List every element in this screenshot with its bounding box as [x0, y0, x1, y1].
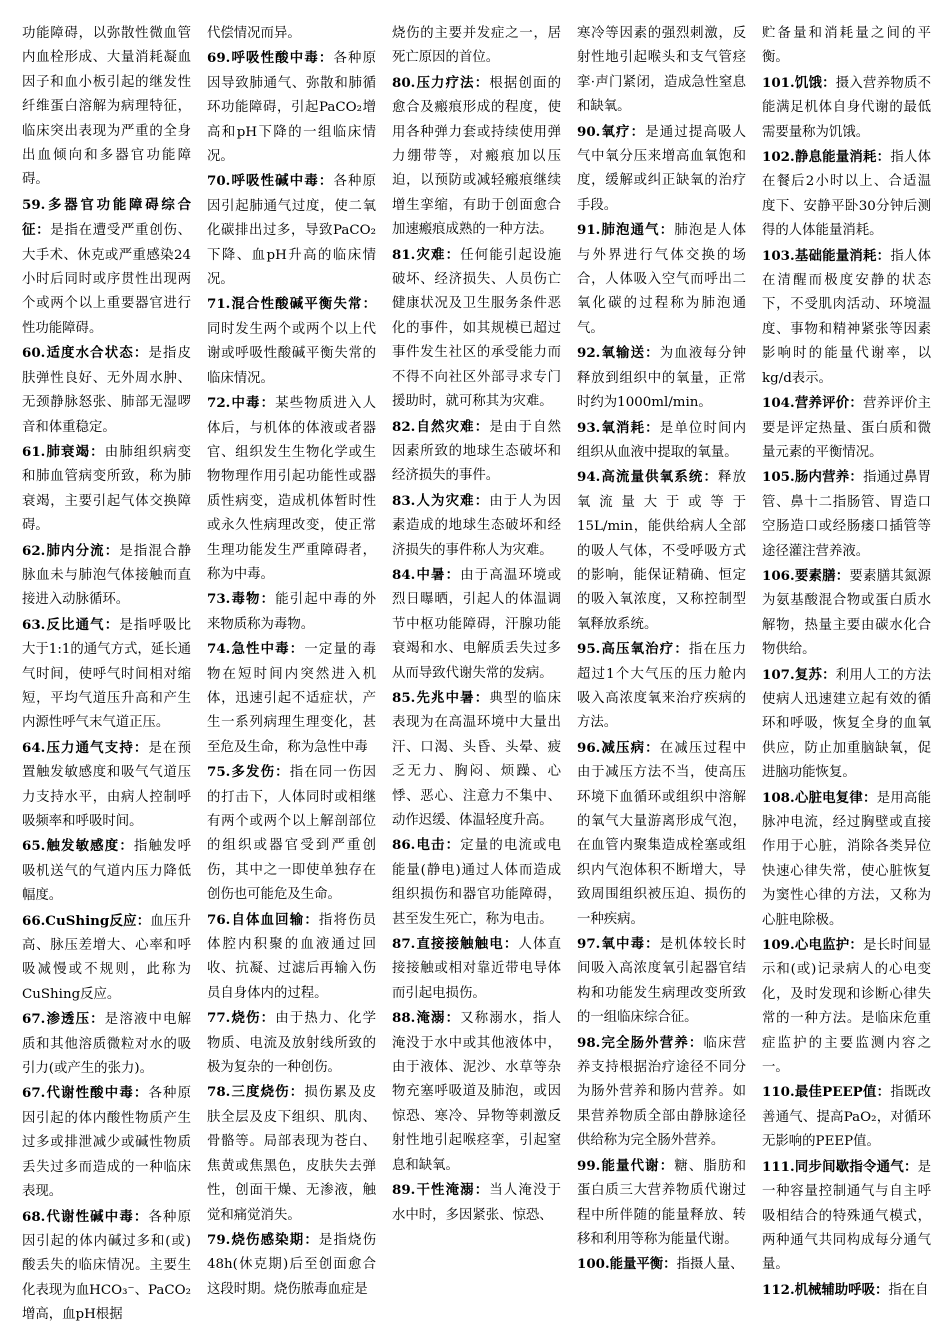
- definition-term: 100.能量平衡：: [577, 1256, 677, 1273]
- definition-entry: [762, 786, 931, 933]
- definition-term: 95.高压氧治疗：: [577, 641, 689, 658]
- definition-term: 109.心电监护：: [762, 937, 864, 954]
- definition-text: 代偿情况而异。: [207, 26, 301, 41]
- definition-text: 指人体在清醒而极度安静的状态下，不受肌肉活动、环境温度、事物和精神紧张等因素影响时的能量代谢率，以kg/d表示。: [762, 248, 931, 386]
- definition-term: 110.最佳PEEP值：: [762, 1084, 891, 1101]
- definition-term: 105.肠内营养：: [762, 469, 864, 486]
- definition-term: 97.氧中毒：: [577, 936, 660, 953]
- definition-term: 99.能量代谢：: [577, 1157, 675, 1174]
- definition-term: 63.反比通气：: [22, 616, 120, 633]
- definition-term: 104.营养评价：: [762, 395, 864, 412]
- definition-text: 指通过鼻胃管、鼻十二指肠管、胃造口空肠造口或经肠瘘口插管等途径灌注营养液。: [762, 470, 931, 559]
- definition-text: 人体直接接触或相对靠近带电导体而引起电损伤。: [392, 937, 561, 1001]
- definition-entry: [207, 587, 376, 637]
- definition-term: 64.压力通气支持：: [22, 739, 149, 756]
- definition-entry: [392, 833, 561, 932]
- definition-term: 80.压力疗法：: [392, 74, 490, 91]
- definition-entry: [577, 736, 746, 932]
- definition-entry: [762, 933, 931, 1080]
- definition-text: 又称溺水，指人淹没于水中或其他液体中，由于液体、泥沙、水草等杂物充塞呼吸道及肺泡，或因惊恐、寒冷、异物等刺激反射性地引起喉痉挛，引起窒息和缺氧。: [392, 1011, 561, 1173]
- definition-entry: [392, 489, 561, 563]
- definition-text: 指触发呼吸机送气的气道内压力降低幅度。: [22, 839, 191, 904]
- definition-text: 利用人工的方法使病人迅速建立起有效的循环和呼吸，恢复全身的血氧供应，防止加重脑缺氧，促进脑功能恢复。: [762, 667, 931, 781]
- definition-text: 由于高温环境或烈日曝晒，引起人的体温调节中枢功能障碍，汗腺功能衰竭和水、电解质丢失过多从而导致代谢失常的发病。: [392, 567, 561, 681]
- definition-text: 肺泡是人体与外界进行气体交换的场合，人体吸入空气而呼出二氧化碳的过程称为肺泡通气。: [577, 223, 746, 336]
- definition-text: 摄入营养物质不能满足机体自身代谢的最低需要量称为饥饿。: [762, 75, 931, 140]
- definition-term: 83.人为灾难：: [392, 492, 490, 509]
- definition-text: 各种原因导致肺通气、弥散和肺循环功能障碍，引起PaCO₂增高和pH下降的一组临床情况。: [207, 51, 376, 165]
- definition-entry: [22, 1205, 191, 1328]
- definition-text: 指人体在餐后2小时以上、合适温度下、安静平卧30分钟后测得的人体能量消耗。: [762, 150, 931, 239]
- definition-text: 是溶液中电解质和其他溶质微粒对水的吸引力(或产生的张力)。: [22, 1012, 191, 1077]
- definition-entry: [577, 1031, 746, 1154]
- definition-text: 当人淹没于水中时，多因紧张、惊恐、: [392, 1183, 561, 1223]
- definition-text: 指既改善通气、提高PaO₂，对循环无影响的PEEP值。: [762, 1085, 931, 1150]
- definition-text: 是单位时间内组织从血液中提取的氧量。: [577, 420, 746, 460]
- definition-entry: [207, 1080, 376, 1227]
- definition-entry: [577, 218, 746, 341]
- definition-term: 82.自然灾难：: [392, 418, 490, 435]
- definition-entry: [762, 663, 931, 786]
- definition-entry: [207, 760, 376, 907]
- definition-term: 84.中暑：: [392, 566, 461, 583]
- definition-term: 68.代谢性碱中毒：: [22, 1208, 149, 1225]
- definition-term: 112.机械辅助呼吸：: [762, 1281, 889, 1298]
- definition-text: 寒冷等因素的强烈刺激，反射性地引起喉头和支气管痉挛·声门紧闭，造成急性窒息和缺氧。: [577, 26, 746, 115]
- definition-entry: [392, 686, 561, 833]
- definition-term: 96.减压病：: [577, 739, 660, 756]
- definition-text: 某些物质进入人体后，与机体的体液或者器官、组织发生生物化学或生物物理作用引起功能性或器质性病变，造成机体暂时性或永久性病理改变，使正常生理功能发生严重障碍者，称为中毒。: [207, 396, 376, 582]
- definition-text: 是长时间显示和(或)记录病人的心电变化，及时发现和诊断心律失常的一种方法。是临床危重症监护的主要监测内容之一。: [762, 938, 931, 1076]
- definition-term: 69.呼吸性酸中毒：: [207, 50, 334, 67]
- definition-term: 106.要素膳：: [762, 567, 850, 584]
- definition-text: 损伤累及皮肤全层及皮下组织、肌肉、骨骼等。局部表现为苍白、焦黄或焦黑色，皮肤失去弹性，创面干燥、无渗液，触觉和痛觉消失。: [207, 1085, 376, 1223]
- definition-term: 93.氧消耗：: [577, 419, 660, 436]
- definition-entry: [207, 908, 376, 1007]
- definition-term: 79.烧伤感染期：: [207, 1231, 319, 1248]
- definition-term: 61.肺衰竭：: [22, 443, 105, 460]
- definition-text: 同时发生两个或两个以上代谢或呼吸性酸碱平衡失常的临床情况。: [207, 321, 376, 386]
- definition-entry: [762, 244, 931, 391]
- definition-entry: [762, 1278, 931, 1303]
- definition-entry: [207, 46, 376, 169]
- definition-entry: [22, 1007, 191, 1081]
- definition-entry: [577, 120, 746, 219]
- text-column-5: [762, 22, 931, 1342]
- definition-text: 指在压力超过1个大气压的压力舱内吸入高浓度氧来治疗疾病的方法。: [577, 642, 746, 731]
- definition-entry: [207, 637, 376, 760]
- definition-term: 60.适度水合状态：: [22, 345, 149, 362]
- definition-entry: [392, 1006, 561, 1178]
- definition-term: 70.呼吸性碱中毒：: [207, 173, 334, 190]
- definition-entry: [762, 145, 931, 244]
- definition-text: 烧伤的主要并发症之一，居死亡原因的首位。: [392, 26, 561, 66]
- definition-term: 66.CuShing反应：: [22, 912, 151, 929]
- definition-term: 59.多器官功能障碍综合征：: [22, 196, 191, 239]
- definition-entry: [762, 1080, 931, 1154]
- definition-text: 指将伤员体腔内积聚的血液通过回收、抗凝、过滤后再输入伤员自身体内的过程。: [207, 912, 376, 1001]
- definition-term: 107.复苏：: [762, 666, 836, 683]
- definition-text: 是在预置触发敏感度和吸气气道压力支持水平，由病人控制呼吸频率和呼吸时间。: [22, 740, 191, 829]
- definition-entry: [577, 932, 746, 1031]
- definition-term: 74.急性中毒：: [207, 641, 305, 658]
- definition-term: 87.直接接触触电：: [392, 936, 519, 953]
- definition-entry: [392, 932, 561, 1006]
- definition-text: 指在同一伤因的打击下，人体同时或相继有两个或两个以上解剖部位的组织或器官受到严重创伤，其中之一即使单独存在创伤也可能危及生命。: [207, 765, 376, 903]
- definition-text: 各种原因引起的体内酸性物质产生过多或排泄减少或碱性物质丢失过多而造成的一种临床表现。: [22, 1086, 191, 1200]
- definition-term: 75.多发伤：: [207, 764, 290, 781]
- definition-entry: [392, 22, 561, 71]
- definition-text: 是机体较长时间吸入高浓度氧引起器官结构和功能发生病理改变所致的一组临床综合征。: [577, 937, 746, 1026]
- definition-text: 由于人为因素造成的地球生态破坏和经济损失的事件称人为灾难。: [392, 493, 561, 558]
- definition-term: 111.同步间歇指令通气：: [762, 1158, 918, 1175]
- definition-entry: [762, 564, 931, 663]
- definition-term: 67.渗透压：: [22, 1011, 105, 1028]
- definition-text: 任何能引起设施破坏、经济损失、人员伤亡健康状况及卫生服务条件恶化的事件，如其规模已超过事件发生社区的承受能力而不得不向社区外部寻求专门援助时，就可称其为灾难。: [392, 247, 561, 410]
- definition-entry: [392, 71, 561, 243]
- definition-entry: [762, 71, 931, 145]
- text-column-2: [207, 22, 376, 1342]
- text-column-3: [392, 22, 561, 1342]
- definition-term: 78.三度烧伤：: [207, 1084, 305, 1101]
- definition-term: 86.电击：: [392, 837, 461, 854]
- definition-text: 是通过提高吸人气中氧分压来增高血氧饱和度，缓解或纠正缺氧的治疗手段。: [577, 124, 746, 213]
- definition-term: 101.饥饿：: [762, 74, 836, 91]
- definition-entry: [762, 391, 931, 465]
- definition-term: 65.触发敏感度：: [22, 838, 134, 855]
- definition-text: 由于热力、化学物质、电流及放射线所致的极为复杂的一种创伤。: [207, 1011, 376, 1076]
- definition-text: 是指呼吸比大于1:1的通气方式，延长通气时间，使呼气时间相对缩短，平均气道压升高和产生内源性呼气末气道正压。: [22, 617, 191, 731]
- definition-text: 营养评价主要是评定热量、蛋白质和微量元素的平衡情况。: [762, 396, 931, 460]
- definition-text: 指在自: [888, 1282, 929, 1298]
- definition-term: 62.肺内分流：: [22, 542, 120, 559]
- definition-entry: [207, 1006, 376, 1080]
- definition-term: 91.肺泡通气：: [577, 222, 675, 239]
- definition-text: 要素膳其氮源为氨基酸混合物或蛋白质水解物，热量主要由碳水化合物供给。: [762, 568, 931, 658]
- definition-term: 71.混合性酸碱平衡失常：: [207, 296, 376, 313]
- definition-entry: [207, 1228, 376, 1302]
- definition-term: 102.静息能量消耗：: [762, 149, 891, 166]
- definition-entry: [577, 341, 746, 415]
- definition-entry: [207, 169, 376, 292]
- definition-entry: [22, 22, 191, 193]
- definition-term: 76.自体血回输：: [207, 911, 319, 928]
- definition-term: 92.氧输送：: [577, 345, 660, 362]
- text-column-4: [577, 22, 746, 1342]
- definition-entry: [22, 539, 191, 613]
- definition-term: 94.高流量供氧系统：: [577, 469, 719, 486]
- definition-text: 是一种容量控制通气与自主呼吸相结合的特殊通气模式，两种通气共同构成每分通气量。: [762, 1159, 931, 1273]
- definition-entry: [577, 465, 746, 637]
- definition-text: 是由于自然因素所致的地球生态破坏和经济损失的事件。: [392, 419, 561, 484]
- definition-text: 由肺组织病变和肺血管病变所致，称为肺衰竭，主要引起气体交换障碍。: [22, 444, 191, 534]
- definition-entry: [22, 909, 191, 1008]
- definition-text: 是用高能脉冲电流，经过胸壁或直接作用于心脏，消除各类异位快速心律失常，使心脏恢复为窦性心律的方法，又称为心脏电除极。: [762, 790, 931, 928]
- definition-text: 是指烧伤48h(休克期)后至创面愈合这段时期。烧伤脓毒血症是: [207, 1232, 376, 1297]
- definition-entry: [577, 416, 746, 466]
- definition-entry: [22, 341, 191, 440]
- definition-entry: [22, 440, 191, 539]
- definition-text: 功能障碍，以弥散性微血管内血栓形成、大量消耗凝血因子和血小板引起的继发性纤维蛋白溶解为病理特征，临床突出表现为严重的全身出血倾向和多器官功能障碍。: [22, 26, 191, 188]
- definition-term: 103.基础能量消耗：: [762, 247, 891, 264]
- definition-entry: [577, 637, 746, 736]
- definition-term: 98.完全肠外营养：: [577, 1034, 704, 1051]
- definition-entry: [392, 415, 561, 489]
- definition-text: 贮备量和消耗量之间的平衡。: [762, 26, 931, 66]
- definition-entry: [392, 1178, 561, 1228]
- definition-term: 108.心脏电复律：: [762, 789, 877, 806]
- definition-text: 是指皮肤弹性良好、无外周水肿、无颈静脉怒张、肺部无湿啰音和体重稳定。: [22, 346, 191, 435]
- definition-entry: [762, 465, 931, 564]
- definition-term: 90.氧疗：: [577, 123, 646, 140]
- definition-text: 是指混合静脉血未与肺泡气体接触而直接进入动脉循环。: [22, 543, 191, 608]
- definition-entry: [762, 22, 931, 71]
- definition-text: 各种原因引起肺通气过度，使二氧化碳排出过多，导致PaCO₂下降、血pH升高的临床情况。: [207, 174, 376, 288]
- definition-text: 为血液每分钟释放到组织中的氧量，正常时约为1000ml/min。: [577, 346, 746, 411]
- definition-entry: [392, 563, 561, 686]
- definition-text: 典型的临床表现为在高温环境中大量出汗、口渴、头昏、头晕、疲乏无力、胸闷、烦躁、心悸、恶心、注意力不集中、动作迟缓、体温轻度升高。: [392, 690, 561, 828]
- definition-text: 血压升高、脉压差增大、心率和呼吸减慢或不规则，此称为CuShing反应。: [22, 913, 191, 1002]
- definition-entry: [22, 834, 191, 908]
- definition-term: 72.中毒：: [207, 395, 276, 412]
- definition-term: 88.淹溺：: [392, 1010, 461, 1027]
- definition-entry: [22, 1081, 191, 1204]
- definition-entry: [392, 243, 561, 415]
- definition-term: 67.代谢性酸中毒：: [22, 1085, 149, 1102]
- definition-text: 是指在遭受严重创伤、大手术、休克或严重感染24小时后同时或序贯性出现两个或两个以上重要器官进行性功能障碍。: [22, 223, 191, 336]
- definition-entry: [762, 1155, 931, 1278]
- definition-entry: [577, 1252, 746, 1277]
- definition-term: 89.干性淹溺：: [392, 1182, 490, 1199]
- definition-entry: [207, 22, 376, 46]
- definition-term: 77.烧伤：: [207, 1010, 276, 1027]
- definition-text: 根据创面的愈合及瘢痕形成的程度，使用各种弹力套或持续使用弹力绷带等，对瘢痕加以压迫，以预防或减轻瘢痕继续增生挛缩，有助于创面愈合加速瘢痕成熟的一种方法。: [392, 75, 561, 238]
- definition-text: 临床营养支持根据治疗途径不同分为肠外营养和肠内营养。如果营养物质全部由静脉途径供给称为完全肠外营养。: [577, 1035, 746, 1149]
- definition-entry: [577, 22, 746, 120]
- definition-text: 指摄人量、: [676, 1257, 744, 1273]
- definition-text: 糖、脂肪和蛋白质三大营养物质代谢过程中所伴随的能量释放、转移和利用等称为能量代谢。: [577, 1158, 746, 1247]
- definition-term: 73.毒物：: [207, 591, 276, 608]
- definition-entry: [22, 736, 191, 835]
- definition-text: 释放氧流量大于或等于15L/min，能供给病人全部的吸人气体，不受呼吸方式的影响，能保证精确、恒定的吸入氧浓度，又称控制型氧释放系统。: [577, 470, 746, 632]
- definition-term: 85.先兆中暑：: [392, 689, 490, 706]
- definition-entry: [577, 1154, 746, 1253]
- definition-entry: [22, 193, 191, 341]
- definition-entry: [207, 391, 376, 587]
- definition-text: 各种原因引起的体内碱过多和(或)酸丢失的临床情况。主要生化表现为血HCO₃⁻、PaCO₂增高，血pH根据: [22, 1209, 191, 1323]
- text-column-1: [22, 22, 191, 1342]
- definition-text: 能引起中毒的外来物质称为毒物。: [207, 592, 376, 632]
- definition-text: 一定量的毒物在短时间内突然进入机体，迅速引起不适症状，产生一系列病理生理变化，甚至危及生命，称为急性中毒: [207, 642, 376, 755]
- definition-term: 81.灾难：: [392, 246, 461, 263]
- definition-text: 在减压过程中由于减压方法不当，使高压环境下血循环或组织中溶解的氧气大量游离形成气泡，在血管内聚集造成栓塞或组织内气泡体积不断增大，导致周围组织被压迫、损伤的一种疾病。: [577, 740, 746, 927]
- definition-entry: [207, 292, 376, 391]
- definition-text: 定量的电流或电能量(静电)通过人体而造成组织损伤和器官功能障碍，甚至发生死亡，称为电击。: [392, 838, 561, 927]
- definition-entry: [22, 613, 191, 736]
